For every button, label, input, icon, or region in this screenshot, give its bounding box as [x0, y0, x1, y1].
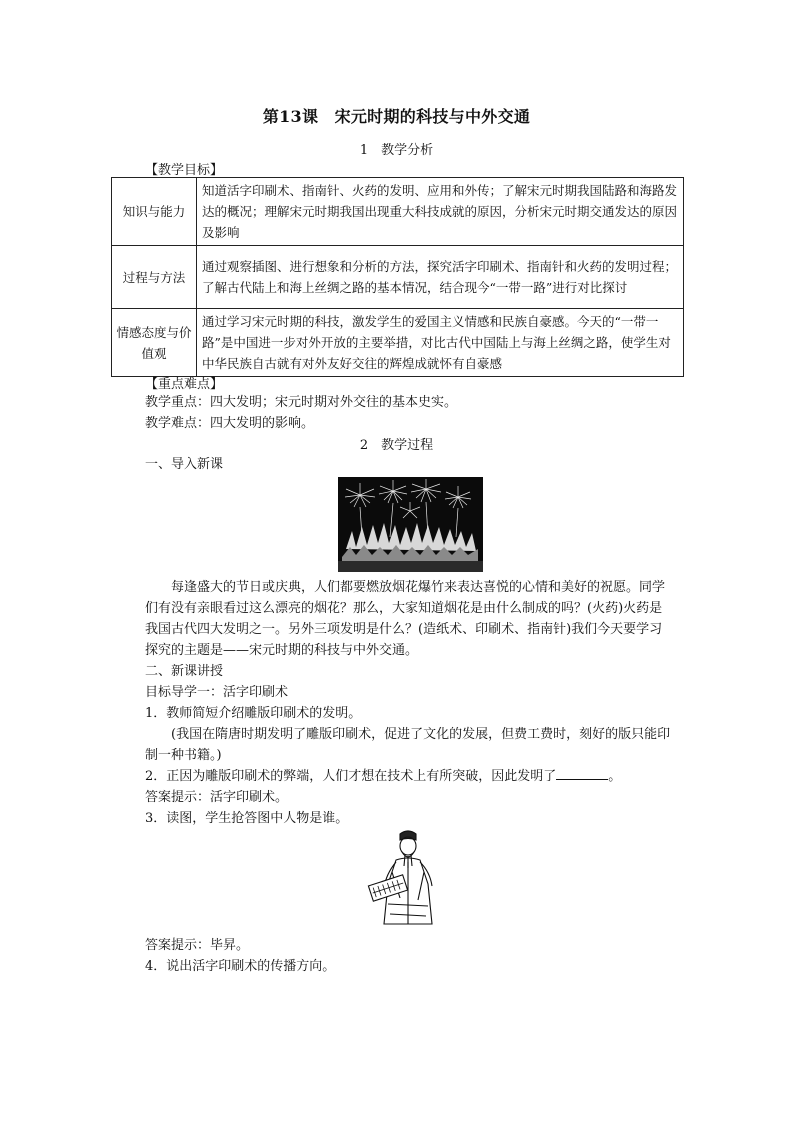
- goal-head: 情感态度与价值观: [112, 309, 197, 377]
- target-heading: 目标导学一：活字印刷术: [145, 685, 289, 700]
- key-point: 教学重点：四大发明；宋元时期对外交往的基本史实。: [145, 395, 458, 410]
- table-row: [112, 178, 684, 246]
- goal-text: 通过学习宋元时期的科技，激发学生的爱国主义情感和民族自豪感。今天的“一带一路”是中国进一步对外开放的主要举措，对比古代中国陆上与海上丝绸之路，使学生对中华民族自古就有对外友好交往的辉煌成就怀有自豪感: [197, 309, 684, 377]
- part-new-lesson-heading: 二、新课讲授: [145, 664, 224, 679]
- section-teaching-process: 2 教学过程: [359, 438, 434, 453]
- goal-text: 通过观察插图、进行想象和分析的方法，探究活字印刷术、指南针和火药的发明过程；了解古代陆上和海上丝绸之路的基本情况，结合现今“一带一路”进行对比探讨: [197, 246, 684, 309]
- item-4: 4．说出活字印刷术的传播方向。: [145, 959, 336, 974]
- item-1-text: 1．教师简短介绍雕版印刷术的发明。: [145, 706, 362, 721]
- key-difficult-label: 【重点难点】: [145, 377, 224, 392]
- portrait-illustration: [362, 828, 454, 928]
- answer-blank: [556, 767, 608, 780]
- table-row: [112, 246, 684, 309]
- table-row: [112, 309, 684, 377]
- fireworks-illustration: [338, 477, 483, 572]
- teaching-goals-table: [111, 177, 684, 377]
- goal-head: 过程与方法: [112, 246, 197, 309]
- intro-paragraph: 每逢盛大的节日或庆典，人们都要燃放烟花爆竹来表达喜悦的心情和美好的祝愿。同学们有没有亲眼看过这么漂亮的烟花？那么，大家知道烟花是由什么制成的吗？(火药)火药是我国古代四大发明之一。另外三项发明是什么？(造纸术、印刷术、指南针)我们今天要学习探究的主题是——宋元时期的科技与中外交通。: [145, 580, 666, 658]
- item-1: [145, 703, 673, 724]
- difficult-point: 教学难点：四大发明的影响。: [145, 416, 315, 431]
- item-2-end: 。: [608, 769, 622, 784]
- part-intro-heading: 一、导入新课: [145, 457, 224, 472]
- item-2: [145, 766, 673, 787]
- lesson-title: 第13课 宋元时期的科技与中外交通: [262, 107, 531, 126]
- item-1-note: (我国在隋唐时期发明了雕版印刷术，促进了文化的发展，但费工费时，刻好的版只能印制一种书籍。): [145, 727, 671, 763]
- bi-sheng-image: [362, 828, 454, 928]
- section-teaching-analysis: 1 教学分析: [359, 143, 434, 158]
- goal-text: 知道活字印刷术、指南针、火药的发明、应用和外传；了解宋元时期我国陆路和海路发达的概况；理解宋元时期我国出现重大科技成就的原因，分析宋元时期交通发达的原因及影响: [197, 178, 684, 246]
- item-2-text: 2．正因为雕版印刷术的弊端，人们才想在技术上有所突破，因此发明了: [145, 769, 557, 784]
- fireworks-image: [338, 477, 483, 572]
- goal-head: 知识与能力: [112, 178, 197, 246]
- item-3: 3．读图，学生抢答图中人物是谁。: [145, 811, 349, 826]
- answer-hint-2: 答案提示：毕昇。: [145, 938, 250, 953]
- answer-hint-1: 答案提示：活字印刷术。: [145, 790, 289, 805]
- goals-label: 【教学目标】: [145, 163, 224, 178]
